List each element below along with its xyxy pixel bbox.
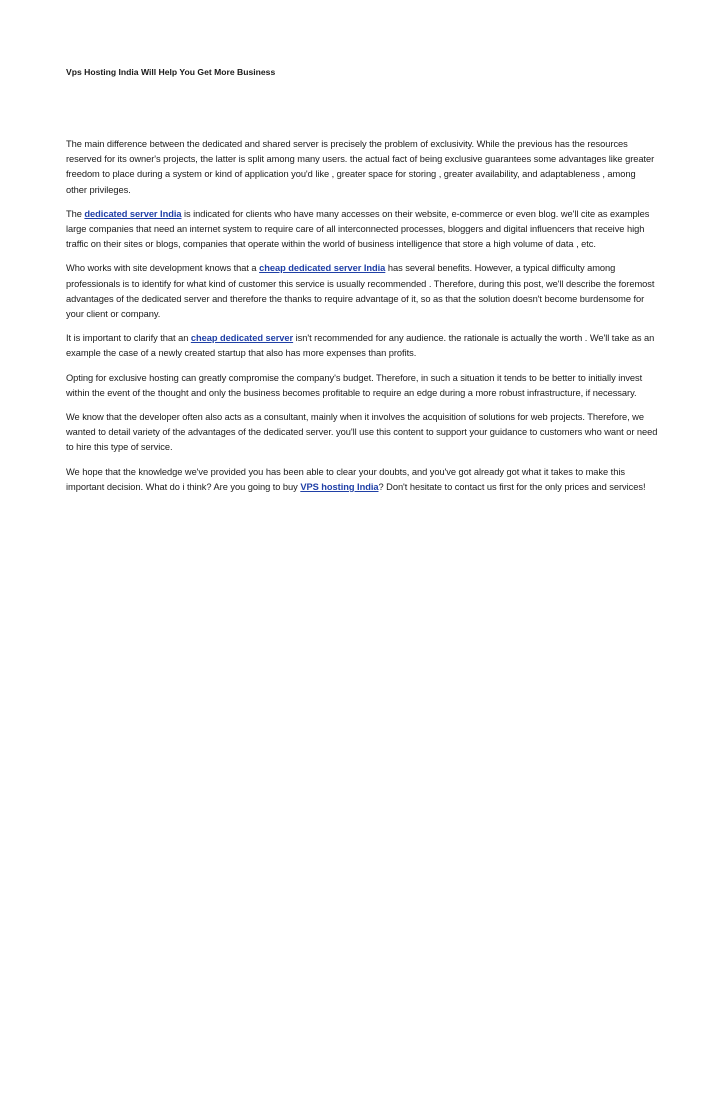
paragraph-7	[66, 465, 658, 495]
paragraph-7-before: We hope that the knowledge we've provided you has been able to clear your doubts, and you've got already got what it takes to make this important decision. What do i think? Are you going to buy	[66, 466, 625, 492]
paragraph-7-after: ? Don't hesitate to contact us first for the only prices and services!	[378, 481, 646, 492]
cheap-dedicated-server-link[interactable]: cheap dedicated server	[190, 333, 294, 344]
paragraph-3-after: has several benefits. However, a typical difficulty among professionals is to identify for what kind of customer this service is usually recommended . Therefore, during this post, we'll describe the foremost advantages of the dedicated server and therefore the thanks to require advantage of it, so as that the solution doesn't become burdensome for your client or company.	[66, 263, 655, 320]
paragraph-3-before: Who works with site development knows that a	[66, 263, 260, 274]
paragraph-2-after: is indicated for clients who have many accesses on their website, e-commerce or even blog. we'll cite as examples large companies that need an internet system to require care of all interconnected processes, bloggers and digital influencers that receive high traffic on their sites or blogs, companies that operate within the world of business intelligence that store a high volume of data , etc.	[66, 208, 650, 250]
paragraph-4-after: isn't recommended for any audience. the rationale is actually the worth . We'll take as an example the case of a newly created startup that also has more expenses than profits.	[66, 333, 655, 359]
paragraph-6: We know that the developer often also acts as a consultant, mainly when it involves the acquisition of solutions for web projects. Therefore, we wanted to detail variety of the advantages of the dedicated server. you'll use this content to support your guidance to customers who want or need to hire this type of service.	[66, 412, 658, 453]
cheap-dedicated-server-india-link[interactable]: cheap dedicated server India	[259, 263, 386, 274]
paragraph-2	[66, 207, 658, 253]
paragraph-4	[66, 331, 658, 361]
dedicated-server-india-link[interactable]: dedicated server India	[84, 208, 182, 219]
paragraph-2-before: The	[66, 208, 85, 219]
paragraph-4-before: It is important to clarify that an	[66, 333, 191, 344]
document-title: Vps Hosting India Will Help You Get More Business	[66, 67, 276, 77]
paragraph-1: The main difference between the dedicated and shared server is precisely the problem of exclusivity. While the previous has the resources reserved for its owner's projects, the latter is split among many users. the actual fact of being exclusive guarantees some advantages like greater freedom to place during a system or kind of application you'd like , greater space for storing , greater availability, and adaptableness , among other privileges.	[66, 139, 655, 195]
vps-hosting-india-link[interactable]: VPS hosting India	[300, 481, 379, 492]
paragraph-3	[66, 261, 658, 322]
document-body	[66, 137, 658, 504]
paragraph-5: Opting for exclusive hosting can greatly compromise the company's budget. Therefore, in such a situation it tends to be better to initially invest within the event of the thought and only the business becomes profitable to require an edge during a more robust infrastructure, if necessary.	[66, 372, 643, 398]
